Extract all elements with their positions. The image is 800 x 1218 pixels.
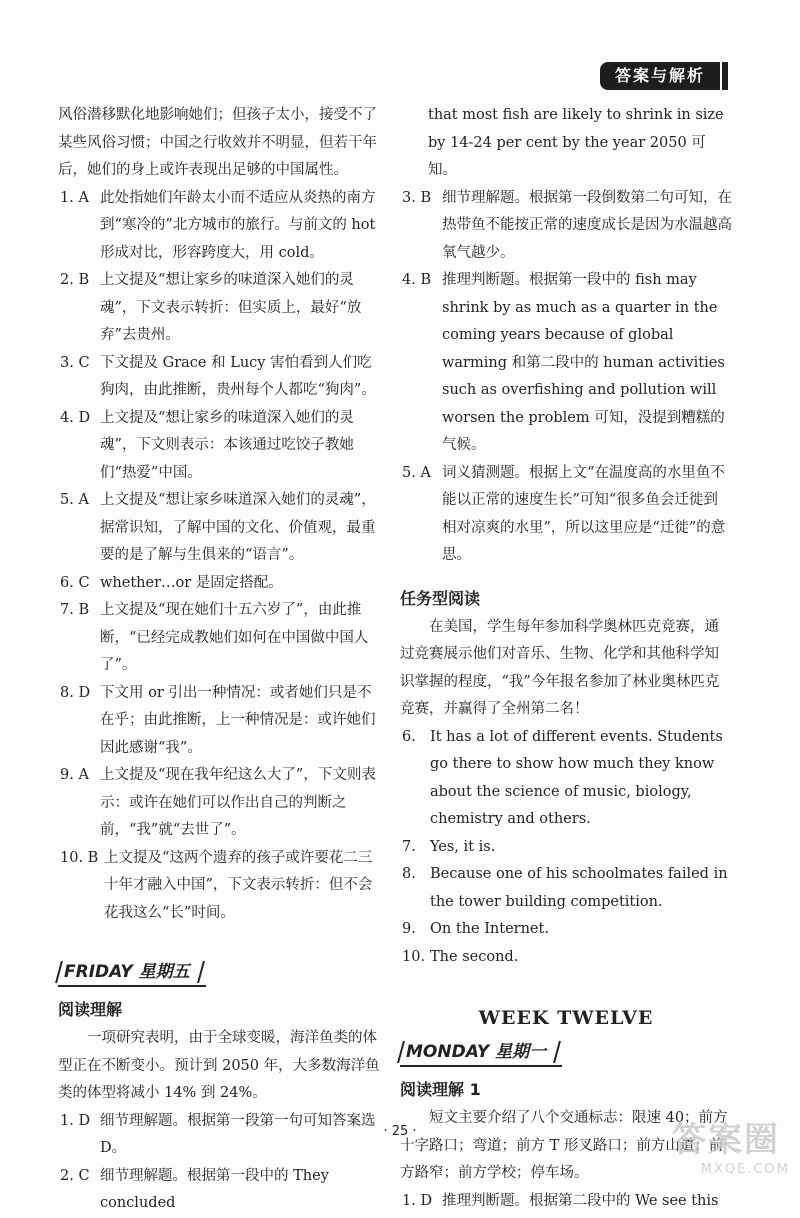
answer-number: 10. xyxy=(402,948,426,965)
watermark-url: MXQE.COM xyxy=(700,1162,790,1177)
watermark-text: 答案圈 xyxy=(672,1120,780,1160)
answer-item xyxy=(400,185,732,268)
answer-item xyxy=(58,570,380,598)
answer-explanation: 细节理解题。根据第一段第一句可知答案选D。 xyxy=(100,1112,376,1156)
answer-number: 4. D xyxy=(60,409,91,426)
answer-item xyxy=(400,1188,732,1216)
answer-explanation: On the Internet. xyxy=(430,921,549,937)
answer-item xyxy=(400,834,732,862)
answer-number: 7. B xyxy=(60,602,90,618)
answer-number: 4. B xyxy=(402,272,432,288)
answer-explanation: Because one of his schoolmates failed in the tower building competition. xyxy=(430,866,728,910)
answer-number: 5. A xyxy=(402,464,431,481)
answer-number: 10. B xyxy=(60,849,99,866)
section-header-tag: 答案与解析 xyxy=(600,62,720,90)
answer-explanation: 上文提及“想让家乡的味道深入她们的灵魂”，下文表示转折：但实质上，最好“放弃”去贵州。 xyxy=(100,272,362,343)
answer-item xyxy=(58,487,380,570)
answer-number: 2. C xyxy=(60,1167,90,1184)
answer-explanation: 推理判断题。根据第二段中的 We see this xyxy=(442,1192,719,1209)
answer-explanation: 上文提及“想让家乡的味道深入她们的灵魂”，下文则表示：本该通过吃饺子教她们“热爱”中国。 xyxy=(100,409,354,481)
answer-item xyxy=(58,185,380,268)
answer-number: 1. A xyxy=(60,189,89,206)
answer-number: 5. A xyxy=(60,492,89,508)
left-column xyxy=(58,102,380,1218)
answer-number: 1. D xyxy=(402,1192,433,1209)
answer-explanation: 上文提及“这两个遗弃的孩子或许要花二三十年才融入中国”，下文表示转折：但不会花我这么“长”时间。 xyxy=(104,849,373,921)
answer-explanation: 下文提及 Grace 和 Lucy 害怕看到人们吃狗肉，由此推断，贵州每个人都吃“狗肉”。 xyxy=(100,354,376,398)
answer-item xyxy=(400,267,732,460)
answer-explanation: 下文用 or 引出一种情况：或者她们只是不在乎；由此推断，上一种情况是：或许她们因此感谢“我”。 xyxy=(100,684,376,756)
answer-number: 1. D xyxy=(60,1112,91,1129)
right-column xyxy=(400,102,732,1215)
left-intro-text: 风俗潜移默化地影响她们；但孩子太小，接受不了某些风俗习惯；中国之行收效并不明显，但若干年后，她们的身上或许表现出足够的中国属性。 xyxy=(58,107,377,178)
answer-explanation: Yes, it is. xyxy=(430,838,496,855)
answer-item xyxy=(400,916,732,944)
answer-number: 8. xyxy=(402,866,416,882)
answer-explanation: 上文提及“想让家乡味道深入她们的灵魂”，据常识知，了解中国的文化、价值观，最重要的是了解与生俱来的“语言”。 xyxy=(100,492,376,563)
answer-explanation: It has a lot of different events. Students go there to show how much they know about the science of music, biology, chemistry and others. xyxy=(430,728,723,827)
answer-item xyxy=(58,350,380,405)
reading-section-title: 阅读理解 xyxy=(58,1000,123,1019)
page-number: · 25 · xyxy=(383,1124,417,1139)
answer-number: 6. C xyxy=(60,574,90,591)
task-reading-title: 任务型阅读 xyxy=(400,588,481,608)
monday-banner: MONDAY 星期一 xyxy=(400,1039,562,1067)
header-bar-decoration xyxy=(722,62,728,90)
answer-item xyxy=(58,762,380,845)
reading-section-title: 阅读理解 1 xyxy=(400,1080,481,1099)
answer-item xyxy=(58,267,380,350)
answer-number: 9. xyxy=(402,921,416,937)
friday-intro-text: 一项研究表明，由于全球变暖，海洋鱼类的体型正在不断变小。预计到 2050 年，大多数海洋鱼类的体型将减小 14% 到 24%。 xyxy=(58,1030,380,1101)
answer-item xyxy=(400,724,732,834)
answer-explanation: 细节理解题。根据第一段倒数第二句可知，在热带鱼不能按正常的速度成长是因为水温越高氧气越少。 xyxy=(442,189,732,261)
answer-explanation: 上文提及“现在我年纪这么大了”，下文则表示：或许在她们可以作出自己的判断之前，“我”就“去世了”。 xyxy=(100,767,376,838)
answer-explanation: 此处指她们年龄太小而不适应从炎热的南方到“寒冷的”北方城市的旅行。与前文的 hot 形成对比，形容跨度大，用 cold。 xyxy=(100,189,376,261)
answer-item xyxy=(58,597,380,680)
answer-item xyxy=(400,861,732,916)
friday-banner: FRIDAY 星期五 xyxy=(58,959,206,987)
right-continued-text: that most fish are likely to shrink in size by 14-24 per cent by the year 2050 可知。 xyxy=(428,107,724,178)
answer-number: 3. C xyxy=(60,354,90,371)
answer-number: 3. B xyxy=(402,189,432,206)
answer-item xyxy=(400,460,732,570)
answer-explanation: 细节理解题。根据第一段中的 They concluded xyxy=(100,1167,329,1211)
answer-number: 2. B xyxy=(60,272,90,288)
answer-item xyxy=(400,944,732,972)
answer-explanation: The second. xyxy=(430,948,519,965)
answer-explanation: 上文提及“现在她们十五六岁了”，由此推断，“已经完成教她们如何在中国做中国人了”。 xyxy=(100,602,369,673)
answer-explanation: whether…or 是固定搭配。 xyxy=(100,574,283,591)
answer-number: 8. D xyxy=(60,684,91,701)
answer-explanation: 推理判断题。根据第一段中的 fish may shrink by as much as a quarter in the coming years because of global warming 和第二段中的 human activities such as overfishing and pollution will worsen the problem 可知，没提到糟糕的气候。 xyxy=(442,272,725,453)
week-title: WEEK TWELVE xyxy=(478,1007,654,1029)
answer-item xyxy=(58,680,380,763)
left-answer-list xyxy=(58,185,380,928)
monday-intro-text: 短文主要介绍了八个交通标志：限速 40；前方十字路口；弯道；前方 T 形叉路口；前方山道；前方路窄；前方学校；停车场。 xyxy=(400,1110,728,1181)
task-reading-section xyxy=(400,584,732,972)
answer-number: 7. xyxy=(402,838,416,855)
watermark-logo xyxy=(672,1118,790,1188)
task-intro-text: 在美国，学生每年参加科学奥林匹克竞赛，通过竞赛展示他们对音乐、生物、化学和其他科学知识掌握的程度，“我”今年报名参加了林业奥林匹克竞赛，并赢得了全州第二名！ xyxy=(400,618,720,717)
answer-item xyxy=(58,845,380,928)
answer-number: 6. xyxy=(402,728,416,745)
answer-number: 9. A xyxy=(60,767,89,783)
answer-explanation: 词义猜测题。根据上文“在温度高的水里鱼不能以正常的速度生长”可知“很多鱼会迁徙到相对凉爽的水里”，所以这里应是“迁徙”的意思。 xyxy=(442,464,726,563)
answer-item xyxy=(58,1163,380,1218)
friday-section xyxy=(58,953,380,1218)
answer-item xyxy=(58,405,380,488)
